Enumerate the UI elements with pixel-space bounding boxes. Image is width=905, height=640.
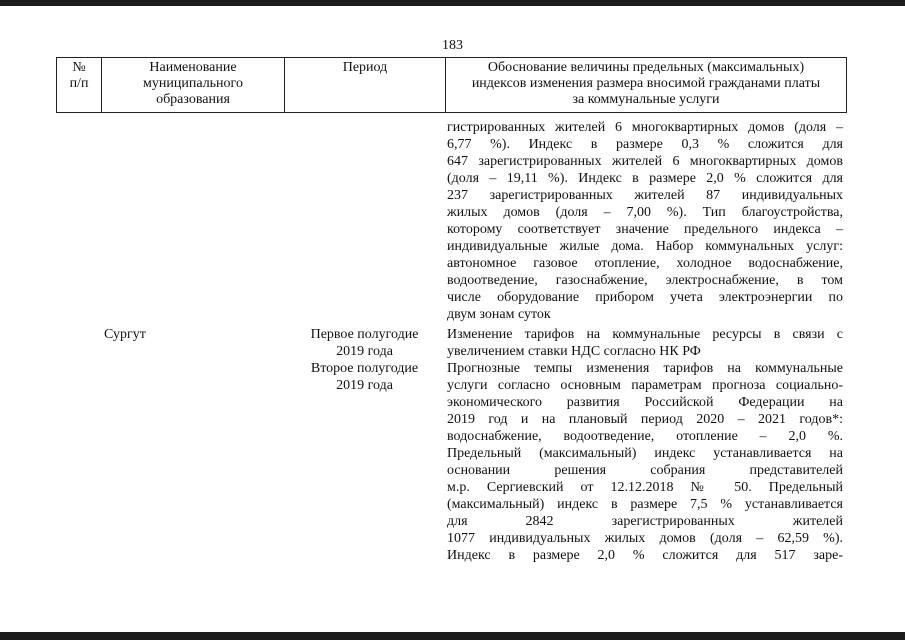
- text-line: услуги согласно основным параметрам прогноза социально-: [447, 378, 843, 393]
- text-line: экономического развития Российской Федерации на: [447, 395, 843, 410]
- text-line: Индекс в размере 2,0 % сложится для 517 заре-: [447, 548, 843, 563]
- period-first-half: [284, 326, 445, 360]
- text-line: гистрированных жителей 6 многоквартирных домов (доля –: [447, 120, 843, 135]
- text-line: водоснабжение, водоотведение, отопление – 2,0 %.: [447, 429, 843, 444]
- text-line: (максимальный) индекс в размере 7,5 % устанавливается: [447, 497, 843, 512]
- text-line: водоотведение, газоснабжение, электроснабжение, в том: [447, 273, 843, 288]
- text-line: Прогнозные темпы изменения тарифов на коммунальные: [447, 361, 843, 376]
- text-line: 647 зарегистрированных жителей 6 многоквартирных домов: [447, 154, 843, 169]
- text-line: 1077 индивидуальных жилых домов (доля – 62,59 %).: [447, 531, 843, 546]
- page-number: 183: [442, 38, 463, 53]
- text-line: м.р. Сергиевский от 12.12.2018 № 50. Предельный: [447, 480, 843, 495]
- tariff-change-text: [447, 326, 843, 360]
- header-municipality-line: Наименование: [149, 60, 237, 75]
- text-line: Предельный (максимальный) индекс устанавливается на: [447, 446, 843, 461]
- period-line: 2019 года: [336, 378, 393, 393]
- table-header: [56, 57, 847, 113]
- header-basis-line: Обоснование величины предельных (максимальных): [487, 60, 805, 75]
- top-border: [0, 0, 905, 6]
- header-period-cell: [285, 58, 446, 112]
- header-number-cell: [57, 58, 102, 112]
- text-line: 2019 год и на плановый период 2020 – 2021 годов*:: [447, 412, 843, 427]
- period-second-half: [284, 360, 445, 394]
- bottom-border: [0, 632, 905, 640]
- text-line: увеличением ставки НДС согласно НК РФ: [447, 344, 701, 359]
- text-line: которому соответствует значение предельного индекса –: [447, 222, 843, 237]
- forecast-text: [447, 360, 843, 564]
- header-municipality-line: образования: [156, 92, 230, 107]
- text-line: жилых домов (доля – 7,00 %). Тип благоустройства,: [447, 205, 843, 220]
- text-line: для 2842 зарегистрированных жителей: [447, 514, 843, 529]
- text-line: 6,77 %). Индекс в размере 0,3 % сложится для: [447, 137, 843, 152]
- text-line: Изменение тарифов на коммунальные ресурсы в связи с: [447, 327, 843, 342]
- municipality-name: Сургут: [104, 327, 146, 342]
- header-basis-cell: [446, 58, 846, 112]
- header-number-line: п/п: [69, 76, 89, 91]
- header-basis-line: за коммунальные услуги: [572, 92, 720, 107]
- text-line: 237 зарегистрированных жителей 87 индивидуальных: [447, 188, 843, 203]
- text-line: двум зонам суток: [447, 307, 551, 322]
- header-basis-line: индексов изменения размера вносимой гражданами платы: [471, 76, 821, 91]
- header-number-line: №: [72, 60, 86, 75]
- period-line: Второе полугодие: [310, 361, 419, 376]
- text-line: индивидуальные жилые дома. Набор коммунальных услуг:: [447, 239, 843, 254]
- table: [56, 57, 847, 113]
- header-period-label: Период: [342, 60, 388, 75]
- text-line: основании решения собрания представителей: [447, 463, 843, 478]
- header-municipality-line: муниципального: [143, 76, 243, 91]
- header-municipality-cell: [102, 58, 285, 112]
- period-line: 2019 года: [336, 344, 393, 359]
- period-line: Первое полугодие: [310, 327, 419, 342]
- text-line: числе оборудование прибором учета электроэнергии по: [447, 290, 843, 305]
- text-line: (доля – 19,11 %). Индекс в размере 2,0 % сложится для: [447, 171, 843, 186]
- text-line: автономное газовое отопление, холодное водоснабжение,: [447, 256, 843, 271]
- continuation-text: [447, 119, 843, 323]
